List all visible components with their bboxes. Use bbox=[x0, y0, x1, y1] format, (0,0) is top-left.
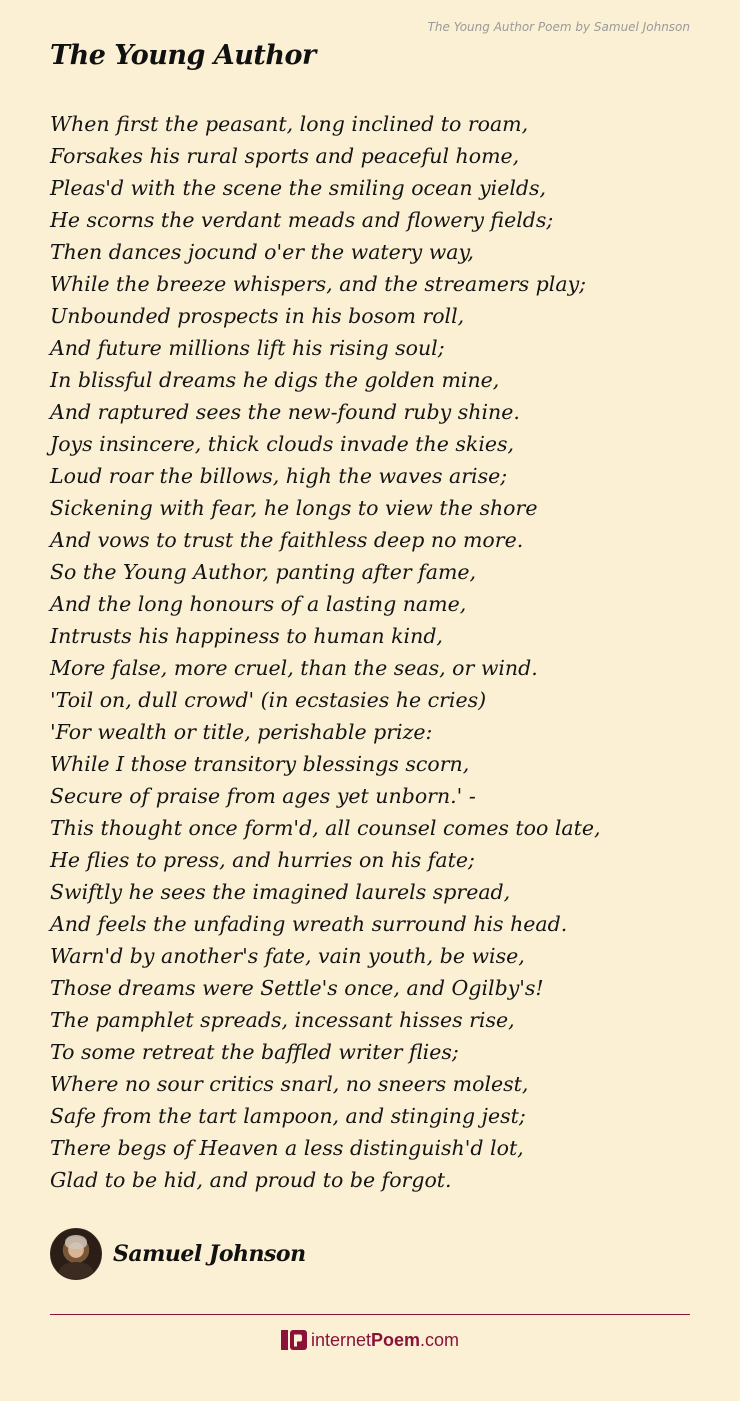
poem-attribution: The Young Author Poem by Samuel Johnson bbox=[427, 20, 690, 34]
poem-line: Sickening with fear, he longs to view the shore bbox=[50, 496, 538, 520]
poem-line: Then dances jocund o'er the watery way, bbox=[50, 240, 474, 264]
poem-line: Pleas'd with the scene the smiling ocean yields, bbox=[50, 176, 547, 200]
poem-line: To some retreat the baffled writer flies; bbox=[50, 1040, 459, 1064]
poem-line: Where no sour critics snarl, no sneers molest, bbox=[50, 1072, 529, 1096]
site-logo-icon bbox=[281, 1327, 307, 1353]
poem-line: While the breeze whispers, and the streamers play; bbox=[50, 272, 587, 296]
poem-line: When first the peasant, long inclined to roam, bbox=[50, 112, 529, 136]
brand-suffix: .com bbox=[420, 1329, 460, 1350]
poem-line: And the long honours of a lasting name, bbox=[50, 592, 467, 616]
poem-line: There begs of Heaven a less distinguish'd lot, bbox=[50, 1136, 524, 1160]
poem-line: Safe from the tart lampoon, and stinging jest; bbox=[50, 1104, 526, 1128]
poem-line: The pamphlet spreads, incessant hisses rise, bbox=[50, 1008, 515, 1032]
poem-line: 'For wealth or title, perishable prize: bbox=[50, 720, 433, 744]
brand-bold: Poem bbox=[371, 1329, 421, 1350]
poem-line: Forsakes his rural sports and peaceful home, bbox=[50, 144, 520, 168]
poem-line: And raptured sees the new-found ruby shine. bbox=[50, 400, 520, 424]
poem-line: And feels the unfading wreath surround his head. bbox=[50, 912, 568, 936]
poem-line: And vows to trust the faithless deep no more. bbox=[50, 528, 524, 552]
footer-divider bbox=[50, 1314, 690, 1315]
site-brand-link[interactable] bbox=[0, 1327, 740, 1353]
author-avatar[interactable] bbox=[50, 1228, 102, 1280]
poem-line: Joys insincere, thick clouds invade the skies, bbox=[50, 432, 515, 456]
poem-line: Loud roar the billows, high the waves arise; bbox=[50, 464, 508, 488]
brand-prefix: internet bbox=[310, 1329, 371, 1350]
poem-line: Intrusts his happiness to human kind, bbox=[50, 624, 443, 648]
poem-line: More false, more cruel, than the seas, or wind. bbox=[50, 656, 538, 680]
poem-line: Swiftly he sees the imagined laurels spread, bbox=[50, 880, 511, 904]
poem-line: 'Toil on, dull crowd' (in ecstasies he cries) bbox=[50, 688, 487, 712]
poem-line: This thought once form'd, all counsel comes too late, bbox=[50, 816, 601, 840]
poem-line: In blissful dreams he digs the golden mine, bbox=[50, 368, 500, 392]
poem-line: He scorns the verdant meads and flowery fields; bbox=[50, 208, 554, 232]
poem-body bbox=[50, 108, 710, 1196]
poem-line: Unbounded prospects in his bosom roll, bbox=[50, 304, 465, 328]
poem-line: So the Young Author, panting after fame, bbox=[50, 560, 477, 584]
poem-line: Warn'd by another's fate, vain youth, be wise, bbox=[50, 944, 525, 968]
poem-line: Those dreams were Settle's once, and Ogilby's! bbox=[50, 976, 544, 1000]
poem-line: Secure of praise from ages yet unborn.' - bbox=[50, 784, 476, 808]
poem-line: And future millions lift his rising soul; bbox=[50, 336, 445, 360]
poem-line: He flies to press, and hurries on his fate; bbox=[50, 848, 475, 872]
author-name[interactable]: Samuel Johnson bbox=[113, 1241, 306, 1267]
author-row[interactable] bbox=[50, 1228, 306, 1280]
poem-title: The Young Author bbox=[50, 40, 316, 71]
poem-line: While I those transitory blessings scorn, bbox=[50, 752, 470, 776]
poem-line: Glad to be hid, and proud to be forgot. bbox=[50, 1168, 452, 1192]
